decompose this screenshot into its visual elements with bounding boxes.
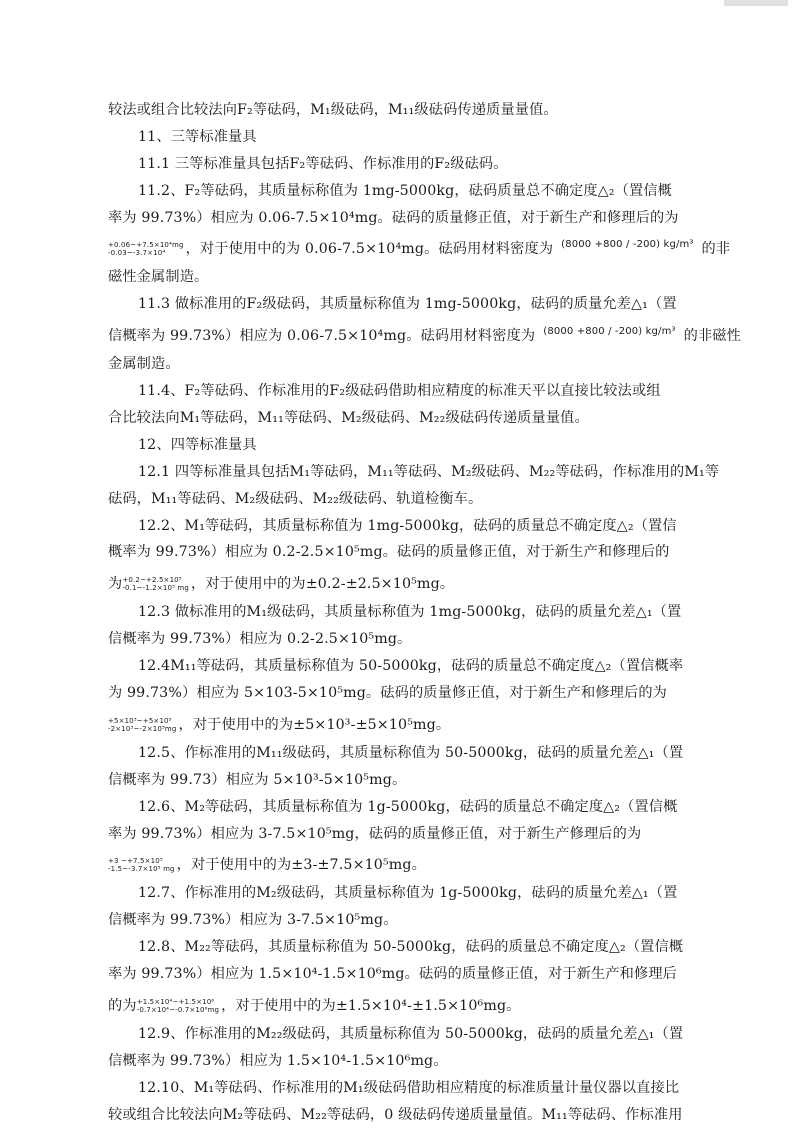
text-line: 较法或组合比较法向F₂等砝码，M₁级砝码，M₁₁级砝码传递质量量值。 — [108, 102, 558, 118]
text-line: 12.2、M₁等砝码，其质量标称值为 1mg-5000kg，砝码的质量总不确定度△₂（置信 — [138, 517, 677, 534]
density-formula: (8000 +800 / -200) kg/m³ — [561, 239, 694, 251]
text-line: +5×10³~+5×10⁵ -2×10³~-2×10⁵mg ，对于使用中的为±5×10³-±5×10⁵mg。 — [108, 716, 451, 733]
tolerance-formula: +0.2~+2.5×10⁵ -0.1~-1.2×10⁵ mg — [122, 576, 189, 593]
text-line: 12.8、M₂₂等砝码，其质量标称值为 50-5000kg，砝码的质量总不确定度△₂（置信概 — [138, 939, 684, 956]
text-line: 砝码，M₁₁等砝码、M₂级砝码、M₂₂级砝码、轨道检衡车。 — [108, 490, 483, 507]
text-line: 12.7、作标准用的M₂级砝码，其质量标称值为 1g-5000kg，砝码的质量允差△₁（置 — [138, 885, 678, 902]
text-line: 11.2、F₂等砝码，其质量标称值为 1mg-5000kg，砝码质量总不确定度△₂（置信概 — [138, 182, 672, 199]
text-line: 信概率为 99.73%）相应为 0.2-2.5×10⁵mg。 — [108, 631, 412, 648]
text-line: +0.06~+7.5×10⁴mg -0.03~-3.7×10⁴ ，对于使用中的为 0.06-7.5×10⁴mg。砝码用材料密度为 (8000 +800 / -200) kg/m³ 的非 — [108, 239, 731, 258]
text-line: 率为 99.73%）相应为 1.5×10⁴-1.5×10⁶mg。砝码的质量修正值，对于新生产和修理后 — [108, 966, 678, 983]
text-line: 合比较法向M₁等砝码，M₁₁等砝码、M₂级砝码、M₂₂级砝码传递质量量值。 — [108, 410, 589, 427]
text-line: 信概率为 99.73%）相应为 3-7.5×10⁵mg。 — [108, 912, 398, 929]
tolerance-formula: +0.06~+7.5×10⁴mg -0.03~-3.7×10⁴ — [108, 241, 184, 258]
section-heading: 11、三等标准量具 — [138, 128, 257, 145]
text-line: 12.5、作标准用的M₁₁级砝码，其质量标称值为 50-5000kg，砝码的质量允差△₁（置 — [138, 744, 684, 761]
text-line: 为 +0.2~+2.5×10⁵ -0.1~-1.2×10⁵ mg ，对于使用中的为±0.2-±2.5×10⁵mg。 — [108, 576, 455, 593]
text-line: +3 ~+7.5×10⁵ -1.5~-3.7×10⁵ mg ，对于使用中的为±3-±7.5×10⁵mg。 — [108, 857, 426, 874]
text-line: 12.6、M₂等砝码，其质量标称值为 1g-5000kg，砝码的质量总不确定度△₂（置信概 — [138, 798, 678, 815]
text-line: 12.1 四等标准量具包括M₁等砝码，M₁₁等砝码、M₂级砝码、M₂₂等砝码，作标准用的M₁等 — [138, 463, 720, 480]
text-line: 较或组合比较法向M₂等砝码、M₂₂等砝码，0 级砝码传递质量量值。M₁₁等砝码、作标准用 — [108, 1106, 683, 1123]
text-line: 12.3 做标准用的M₁级砝码，其质量标称值为 1mg-5000kg，砝码的质量允差△₁（置 — [138, 604, 682, 621]
text-line: 11.1 三等标准量具包括F₂等砝码、作标准用的F₂级砝码。 — [138, 155, 508, 172]
text-line: 金属制造。 — [108, 356, 180, 373]
header-mark — [724, 0, 788, 6]
text-line: 率为 99.73%）相应为 3-7.5×10⁵mg，砝码的质量修正值，对于新生产修理后的为 — [108, 825, 642, 842]
text-line: 12.10、M₁等砝码、作标准用的M₁级砝码借助相应精度的标准质量计量仪器以直接比 — [138, 1079, 680, 1096]
section-heading: 12、四等标准量具 — [138, 436, 257, 453]
text-line: 的为 +1.5×10⁴~+1.5×10⁶ -0.7×10⁴~-0.7×10⁶mg ，对于使用中的为±1.5×10⁴-±1.5×10⁶mg。 — [108, 998, 521, 1015]
text-line: 12.9、作标准用的M₂₂级砝码，其质量标称值为 50-5000kg，砝码的质量允差△₁（置 — [138, 1026, 684, 1043]
text-line: 信概率为 99.73）相应为 5×10³-5×10⁵mg。 — [108, 771, 407, 788]
document-page — [108, 97, 741, 1129]
tolerance-formula: +1.5×10⁴~+1.5×10⁶ -0.7×10⁴~-0.7×10⁶mg — [136, 998, 220, 1015]
text-line: 率为 99.73%）相应为 0.06-7.5×10⁴mg。砝码的质量修正值，对于新生产和修理后的为 — [108, 209, 679, 226]
text-line: 为 99.73%）相应为 5×103-5×10⁵mg。砝码的质量修正值，对于新生产和修理后的为 — [108, 685, 668, 702]
density-formula: (8000 +800 / -200) kg/m³ — [543, 326, 676, 338]
text-line: 信概率为 99.73%）相应为 1.5×10⁴-1.5×10⁶mg。 — [108, 1052, 448, 1069]
text-line: 11.3 做标准用的F₂级砝码，其质量标称值为 1mg-5000kg，砝码的质量允差△₁（置 — [138, 296, 677, 313]
tolerance-formula: +3 ~+7.5×10⁵ -1.5~-3.7×10⁵ mg — [108, 857, 175, 874]
text-line: 磁性金属制造。 — [108, 269, 209, 286]
text-line: 12.4M₁₁等砝码，其质量标称值为 50-5000kg，砝码的质量总不确定度△₂（置信概率 — [138, 658, 684, 675]
tolerance-formula: +5×10³~+5×10⁵ -2×10³~-2×10⁵mg — [108, 716, 177, 733]
text-line: 信概率为 99.73%）相应为 0.06-7.5×10⁴mg。砝码用材料密度为 (8000 +800 / -200) kg/m³ 的非磁性 — [108, 326, 741, 345]
text-line: 11.4、F₂等砝码、作标准用的F₂级砝码借助相应精度的标准天平以直接比较法或组 — [138, 383, 661, 400]
text-line: 概率为 99.73%）相应为 0.2-2.5×10⁵mg。砝码的质量修正值，对于新生产和修理后的 — [108, 544, 670, 561]
